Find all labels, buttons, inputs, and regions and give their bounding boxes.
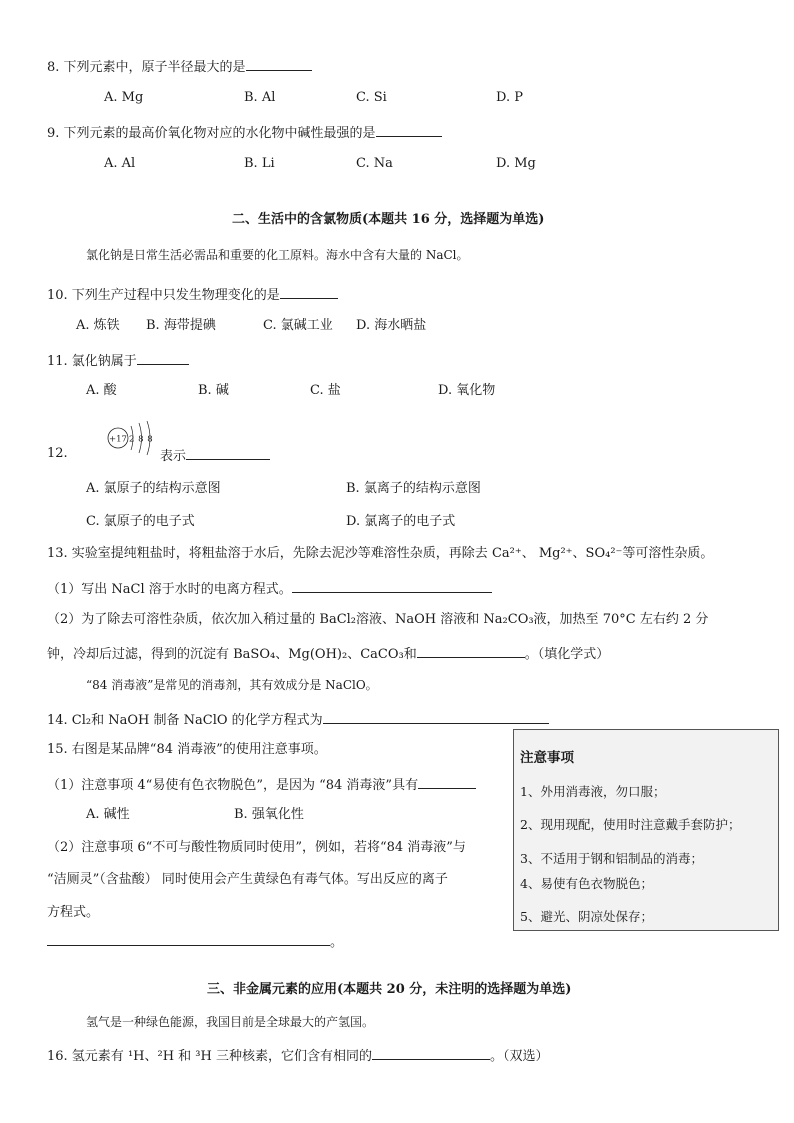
q13-part1: （1）写出 NaCl 溶于水时的电离方程式。 bbox=[47, 580, 492, 596]
q9-option-b[interactable]: B. Li bbox=[244, 156, 275, 171]
q12-option-c[interactable]: C. 氯原子的电子式 bbox=[86, 514, 195, 529]
q15-part1-option-a[interactable]: A. 碱性 bbox=[86, 807, 130, 822]
q11-option-a[interactable]: A. 酸 bbox=[86, 383, 117, 398]
section2-intro: 氯化钠是日常生活必需品和重要的化工原料。海水中含有大量的 NaCl。 bbox=[86, 248, 469, 262]
shell-electron-counts: 2 8 8 bbox=[129, 434, 153, 445]
q8-stem: 8. 下列元素中，原子半径最大的是 bbox=[47, 58, 312, 74]
notice-item-5: 5、避光、阴凉处保存； bbox=[520, 909, 653, 924]
q15-part2-line1: （2）注意事项 6“不可与酸性物质同时使用”，例如，若将“84 消毒液”与 bbox=[47, 840, 466, 855]
q11-answer-blank[interactable] bbox=[137, 352, 189, 365]
q8-option-a[interactable]: A. Mg bbox=[104, 90, 144, 105]
q11-option-c[interactable]: C. 盐 bbox=[310, 383, 341, 398]
q12-option-a[interactable]: A. 氯原子的结构示意图 bbox=[86, 481, 221, 496]
section3-title: 三、非金属元素的应用(本题共 20 分，未注明的选择题为单选) bbox=[207, 982, 572, 997]
q16-answer-blank[interactable] bbox=[372, 1047, 490, 1060]
q13-part2-line1: （2）为了除去可溶性杂质，依次加入稍过量的 BaCl₂溶液、NaOH 溶液和 Na₂CO₃液，加热至 70°C 左右约 2 分 bbox=[47, 612, 709, 627]
q9-option-c[interactable]: C. Na bbox=[356, 156, 393, 171]
q13-part2-line2: 钟，冷却后过滤，得到的沉淀有 BaSO₄、Mg(OH)₂、CaCO₃和 。（填化学式） bbox=[47, 647, 610, 662]
q9-option-a[interactable]: A. Al bbox=[104, 156, 136, 171]
q12-answer-blank[interactable] bbox=[186, 447, 270, 460]
q10-option-d[interactable]: D. 海水晒盐 bbox=[356, 318, 427, 333]
q15-stem: 15. 右图是某品牌“84 消毒液”的使用注意事项。 bbox=[47, 742, 327, 757]
chlorine-atom-structure-diagram bbox=[104, 420, 160, 458]
q10-option-a[interactable]: A. 炼铁 bbox=[76, 318, 120, 333]
q10-option-c[interactable]: C. 氯碱工业 bbox=[263, 318, 333, 333]
notice-item-2: 2、现用现配，使用时注意戴手套防护； bbox=[520, 817, 741, 832]
section3-intro: 氢气是一种绿色能源，我国目前是全球最大的产氢国。 bbox=[86, 1015, 375, 1029]
nucleus-charge-label: +17 bbox=[109, 434, 127, 445]
notice-item-4: 4、易使有色衣物脱色； bbox=[520, 876, 653, 891]
q10-stem: 10. 下列生产过程中只发生物理变化的是 bbox=[47, 286, 338, 302]
notice-item-3: 3、不适用于钢和铝制品的消毒； bbox=[520, 851, 703, 866]
q15-part1-answer-blank[interactable] bbox=[418, 776, 476, 789]
disinfectant-intro: “84 消毒液”是常见的消毒剂，其有效成分是 NaClO。 bbox=[86, 678, 378, 692]
q15-part2-line2: “洁厕灵”（含盐酸） 同时使用会产生黄绿色有毒气体。写出反应的离子 bbox=[47, 872, 448, 887]
q13-part1-answer-blank[interactable] bbox=[292, 580, 492, 593]
q11-option-d[interactable]: D. 氧化物 bbox=[438, 383, 496, 398]
q8-option-d[interactable]: D. P bbox=[496, 90, 523, 105]
q10-answer-blank[interactable] bbox=[280, 286, 338, 299]
q9-stem: 9. 下列元素的最高价氧化物对应的水化物中碱性最强的是 bbox=[47, 124, 442, 140]
q11-stem: 11. 氯化钠属于 bbox=[47, 352, 189, 368]
q15-part2-answer-line: 。 bbox=[47, 933, 343, 949]
q8-option-c[interactable]: C. Si bbox=[356, 90, 387, 105]
notice-title: 注意事项 bbox=[520, 750, 574, 766]
q14-stem: 14. Cl₂和 NaOH 制备 NaClO 的化学方程式为 bbox=[47, 711, 549, 727]
q9-option-d[interactable]: D. Mg bbox=[496, 156, 536, 171]
q12-option-b[interactable]: B. 氯离子的结构示意图 bbox=[346, 481, 481, 496]
q15-part2-line3: 方程式。 bbox=[47, 905, 100, 920]
q12-stem: 表示 bbox=[160, 447, 270, 463]
q13-stem: 13. 实验室提纯粗盐时，将粗盐溶于水后，先除去泥沙等难溶性杂质，再除去 Ca²⁺、 Mg²⁺、SO₄²⁻等可溶性杂质。 bbox=[47, 546, 714, 561]
q10-option-b[interactable]: B. 海带提碘 bbox=[146, 318, 216, 333]
q15-part2-answer-blank[interactable] bbox=[47, 933, 330, 946]
q8-answer-blank[interactable] bbox=[246, 58, 312, 71]
q13-part2-answer-blank[interactable] bbox=[417, 645, 525, 658]
section2-title: 二、生活中的含氯物质(本题共 16 分，选择题为单选) bbox=[232, 212, 545, 227]
q9-answer-blank[interactable] bbox=[376, 124, 442, 137]
q12-option-d[interactable]: D. 氯离子的电子式 bbox=[346, 514, 456, 529]
q15-part1-option-b[interactable]: B. 强氧化性 bbox=[234, 807, 304, 822]
q8-option-b[interactable]: B. Al bbox=[244, 90, 276, 105]
q11-option-b[interactable]: B. 碱 bbox=[198, 383, 229, 398]
notice-item-1: 1、外用消毒液，勿口服； bbox=[520, 784, 666, 799]
q16-stem: 16. 氢元素有 ¹H、²H 和 ³H 三种核素，它们含有相同的 。（双选） bbox=[47, 1049, 549, 1064]
notice-box bbox=[513, 729, 779, 931]
q14-answer-blank[interactable] bbox=[323, 711, 549, 724]
q15-part1: （1）注意事项 4“易使有色衣物脱色”，是因为 “84 消毒液”具有 bbox=[47, 776, 476, 792]
q12-number: 12. bbox=[47, 446, 68, 461]
